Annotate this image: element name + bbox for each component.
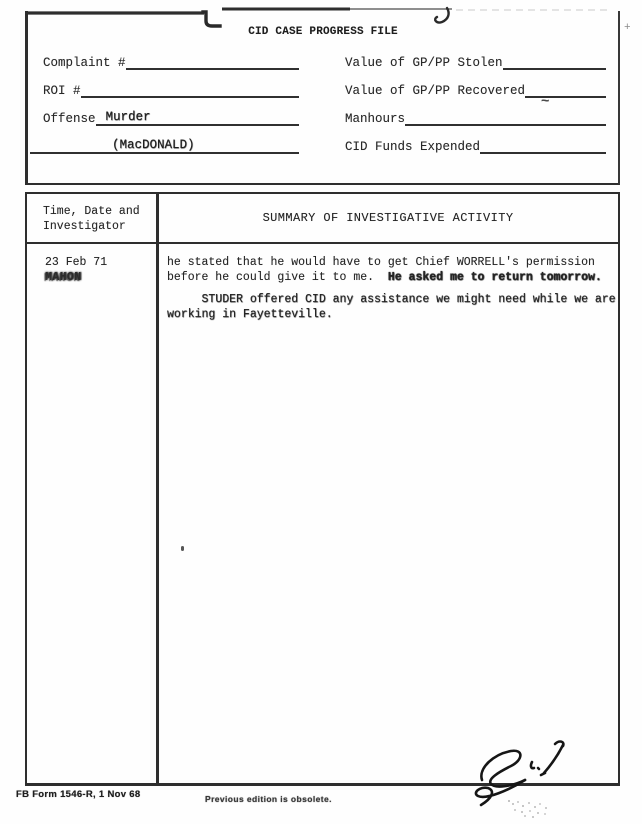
gp-pp-recovered-field	[345, 70, 606, 98]
header-col-summary: SUMMARY OF INVESTIGATIVE ACTIVITY	[262, 211, 514, 225]
summary-line-3: STUDER offered CID any assistance we might need while we are	[167, 292, 616, 306]
roi-blank-line	[81, 70, 299, 98]
case-header-box	[25, 11, 620, 185]
cid-funds-blank-line	[480, 126, 606, 154]
summary-line-1: he stated that he would have to get Chief WORRELL's permission	[167, 256, 595, 269]
manhours-field	[345, 98, 606, 126]
header-fields-left	[43, 42, 299, 154]
entry-investigator: MAHON	[45, 270, 82, 284]
plus-scan-artifact: +	[624, 22, 631, 34]
complaint-label: Complaint #	[43, 56, 126, 70]
manhours-label: Manhours	[345, 112, 406, 126]
form-title: CID CASE PROGRESS FILE	[248, 26, 398, 38]
summary-line-4: working in Fayetteville.	[167, 307, 333, 321]
offense-field	[43, 98, 299, 126]
gp-pp-recovered-label: Value of GP/PP Recovered	[345, 84, 526, 98]
defendant-name-field	[30, 126, 299, 154]
header-fields-right	[345, 42, 606, 154]
summary-line-2: before he could give it to me. He asked me to return tomorrow.	[167, 271, 602, 285]
cid-funds-field	[345, 126, 606, 154]
entry-summary	[167, 255, 619, 322]
header-col-investigator: Time, Date and Investigator	[43, 205, 140, 233]
table-header-row	[27, 194, 618, 244]
gp-pp-stolen-blank-line	[503, 42, 606, 70]
form-number: FB Form 1546-R, 1 Nov 68	[16, 789, 141, 800]
column-divider	[156, 194, 159, 783]
defendant-name-value: (MacDONALD)	[112, 138, 195, 152]
manhours-blank-line	[405, 98, 606, 126]
entry-meta	[45, 256, 107, 285]
gp-pp-stolen-field	[345, 42, 606, 70]
gp-pp-stolen-label: Value of GP/PP Stolen	[345, 56, 503, 70]
obsolete-note: Previous edition is obsolete.	[205, 794, 332, 804]
progress-table	[25, 192, 620, 786]
roi-label: ROI #	[43, 84, 81, 98]
complaint-blank-line	[126, 42, 299, 70]
smudge-stipple-artifact	[508, 800, 510, 802]
offense-label: Offense	[43, 112, 96, 126]
defendant-name-line	[30, 126, 299, 154]
offense-line	[96, 98, 299, 126]
offense-value: Murder	[105, 110, 151, 124]
gp-pp-recovered-blank-line	[525, 70, 606, 98]
summary-line-2-smudged: He asked me to return tomorrow.	[387, 271, 602, 285]
cid-funds-label: CID Funds Expended	[345, 140, 481, 154]
tilde-scan-artifact: ~	[541, 94, 550, 110]
entry-date: 23 Feb 71	[45, 256, 108, 269]
roi-field	[43, 70, 299, 98]
complaint-field	[43, 42, 299, 70]
